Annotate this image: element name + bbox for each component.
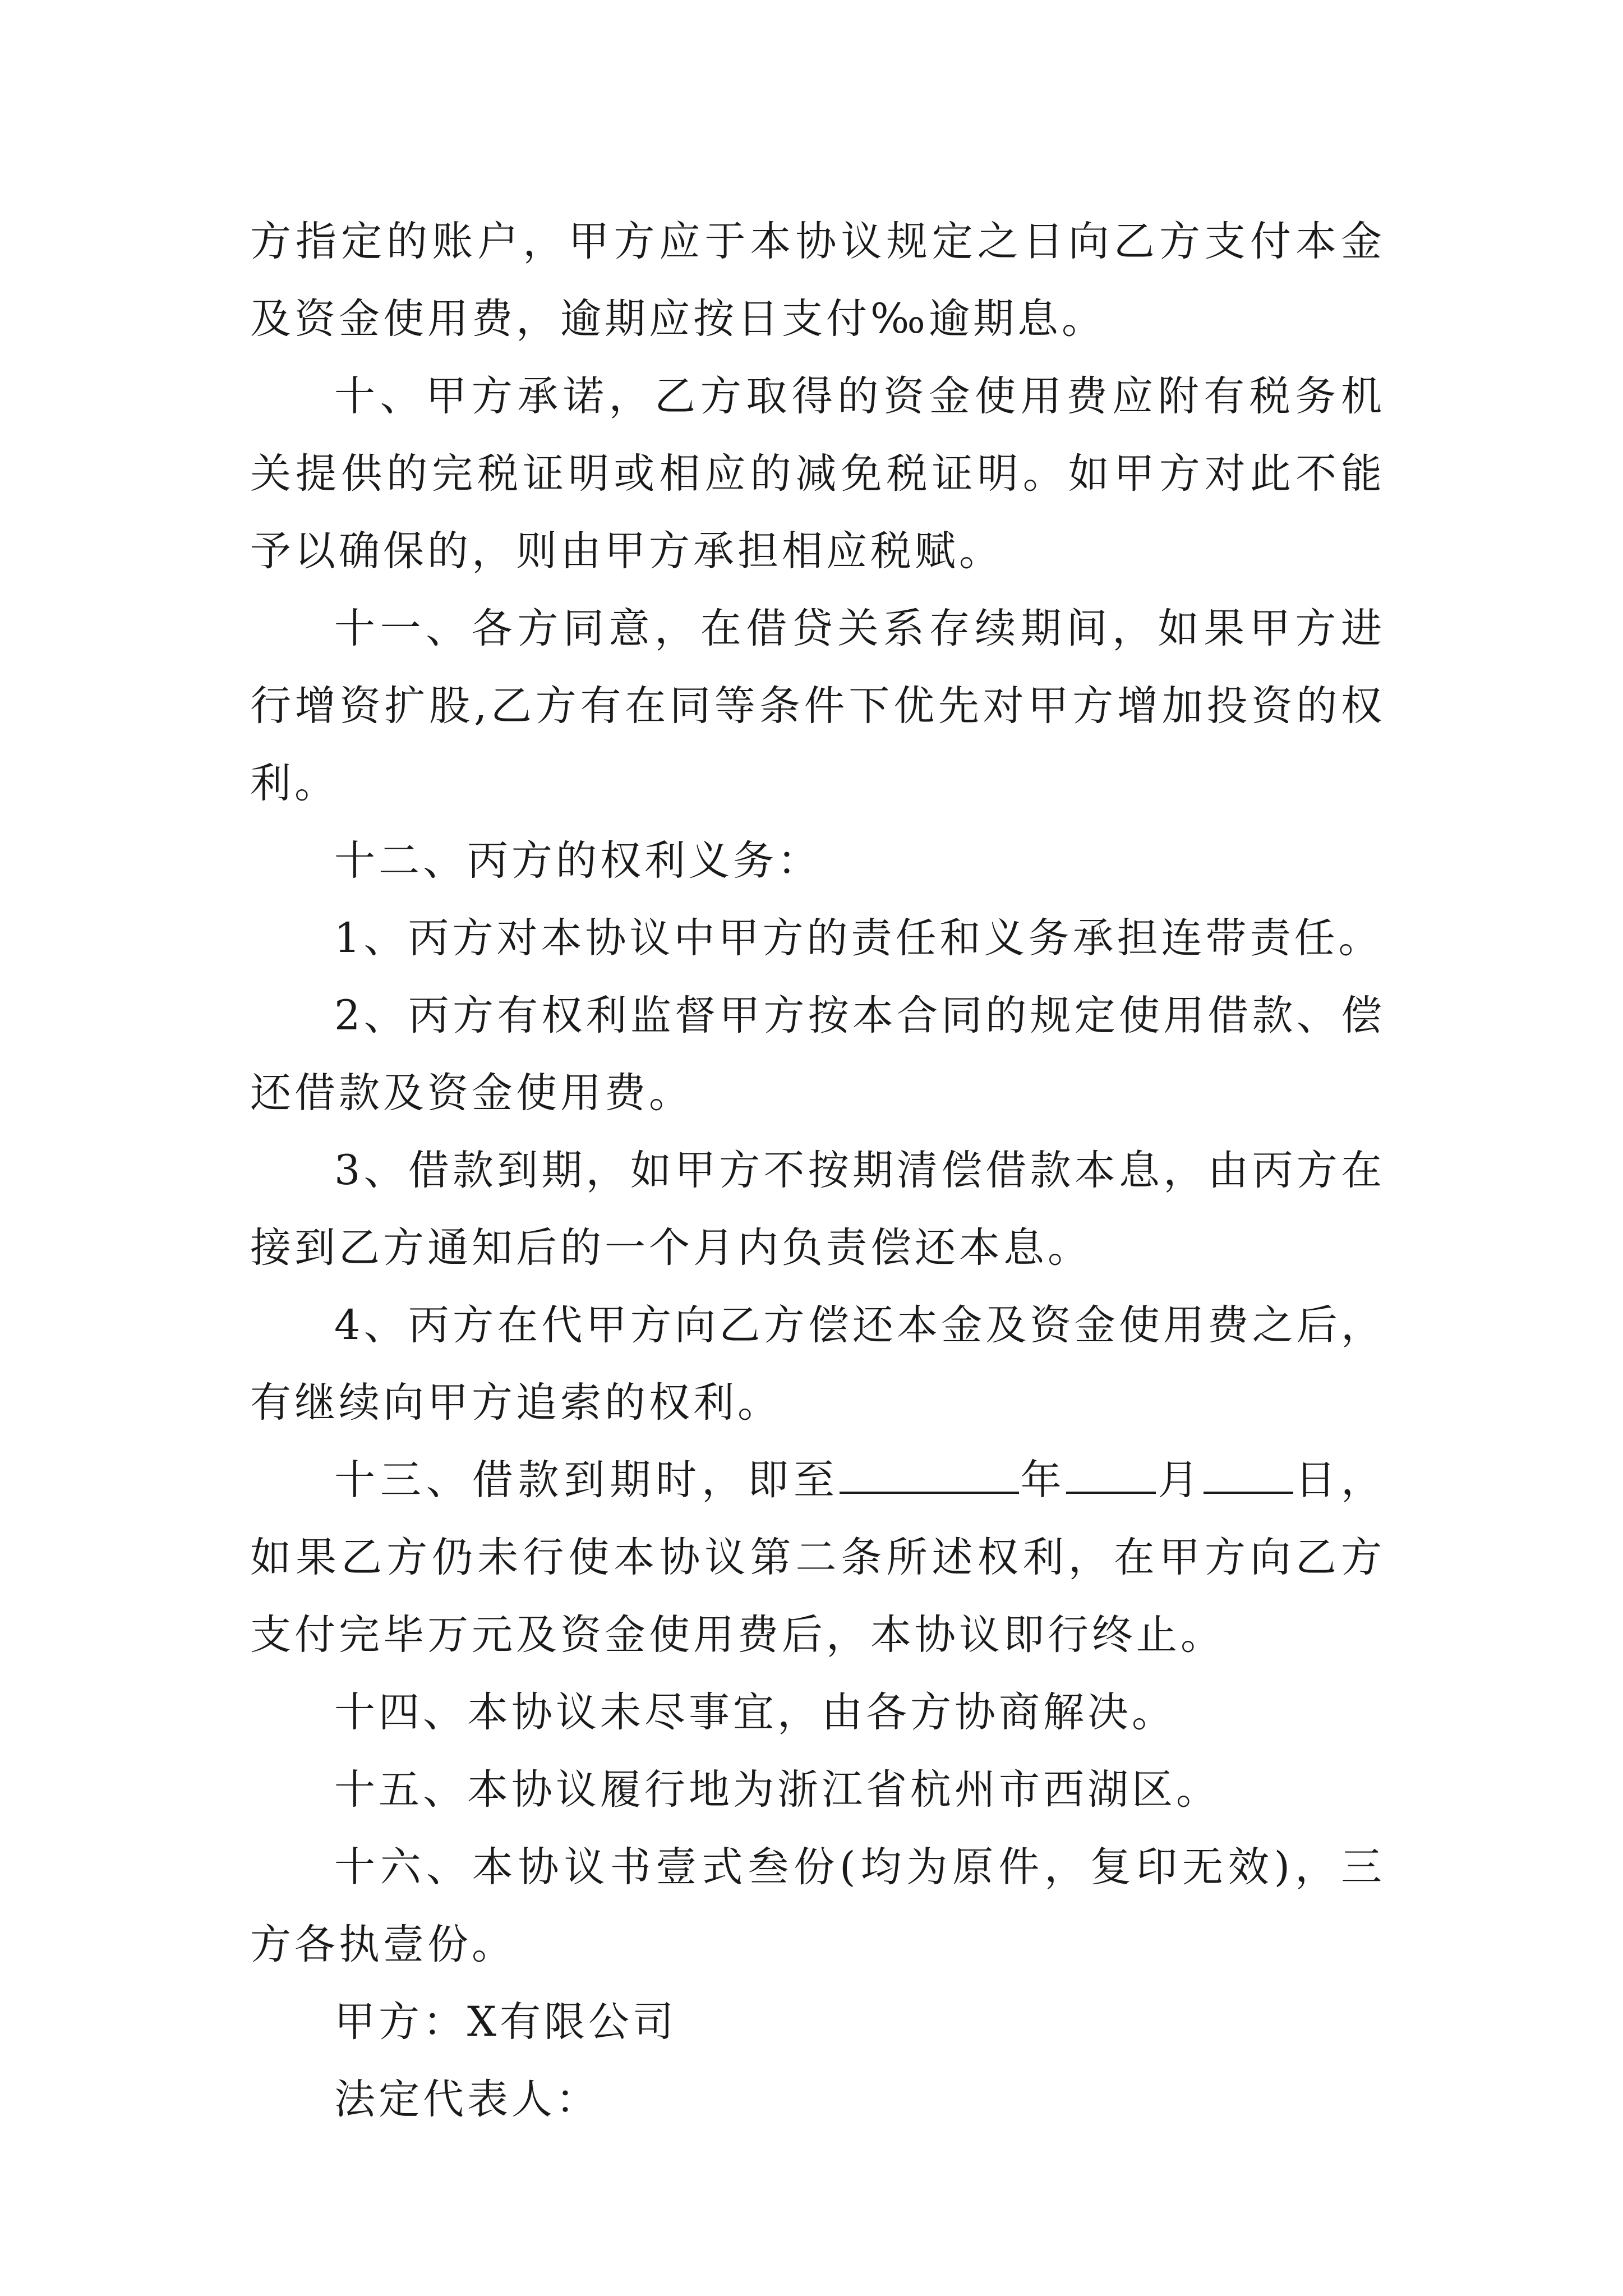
clause-16: 十六、本协议书壹式叁份(均为原件，复印无效)，三方各执壹份。 (250, 1843, 1385, 1968)
month-blank (1066, 1444, 1156, 1494)
clause-13 (250, 1442, 1385, 1674)
clause-12-item-3: 3、借款到期，如甲方不按期清偿借款本息，由丙方在接到乙方通知后的一个月内负责偿还本息。 (250, 1147, 1385, 1272)
clause-12-item-4: 4、丙方在代甲方向乙方偿还本金及资金使用费之后，有继续向甲方追索的权利。 (250, 1301, 1385, 1427)
document-body (250, 203, 1385, 2138)
clause-11: 十一、各方同意，在借贷关系存续期间，如果甲方进行增资扩股,乙方有在同等条件下优先对甲方增加投资的权利。 (250, 605, 1385, 807)
year-blank (840, 1444, 1019, 1494)
day-blank (1204, 1444, 1293, 1494)
day-label: 日 (1293, 1456, 1341, 1504)
year-label: 年 (1018, 1456, 1067, 1504)
month-label: 月 (1156, 1456, 1204, 1504)
clause-13-prefix: 十三、借款到期时，即至 (334, 1456, 840, 1504)
paragraph-continuation: 方指定的账户，甲方应于本协议规定之日向乙方支付本金及资金使用费，逾期应按日支付‰逾期息。 (250, 218, 1385, 343)
party-a-signature-line: 甲方：X有限公司 (334, 1998, 677, 2046)
clause-12-item-1: 1、丙方对本协议中甲方的责任和义务承担连带责任。 (334, 914, 1383, 962)
clause-12-heading: 十二、丙方的权利义务： (334, 837, 822, 885)
clause-15: 十五、本协议履行地为浙江省杭州市西湖区。 (334, 1766, 1220, 1814)
legal-representative-line: 法定代表人： (334, 2076, 600, 2123)
clause-12-item-2: 2、丙方有权利监督甲方按本合同的规定使用借款、偿还借款及资金使用费。 (250, 992, 1385, 1117)
clause-14: 十四、本协议未尽事宜，由各方协商解决。 (334, 1688, 1176, 1736)
clause-13-suffix: ，如果乙方仍未行使本协议第二条所述权利，在甲方向乙方支付完毕万元及资金使用费后，本协议即行终止。 (250, 1456, 1386, 1659)
clause-10: 十、甲方承诺，乙方取得的资金使用费应附有税务机关提供的完税证明或相应的减免税证明。如甲方对此不能予以确保的，则由甲方承担相应税赋。 (250, 372, 1385, 575)
